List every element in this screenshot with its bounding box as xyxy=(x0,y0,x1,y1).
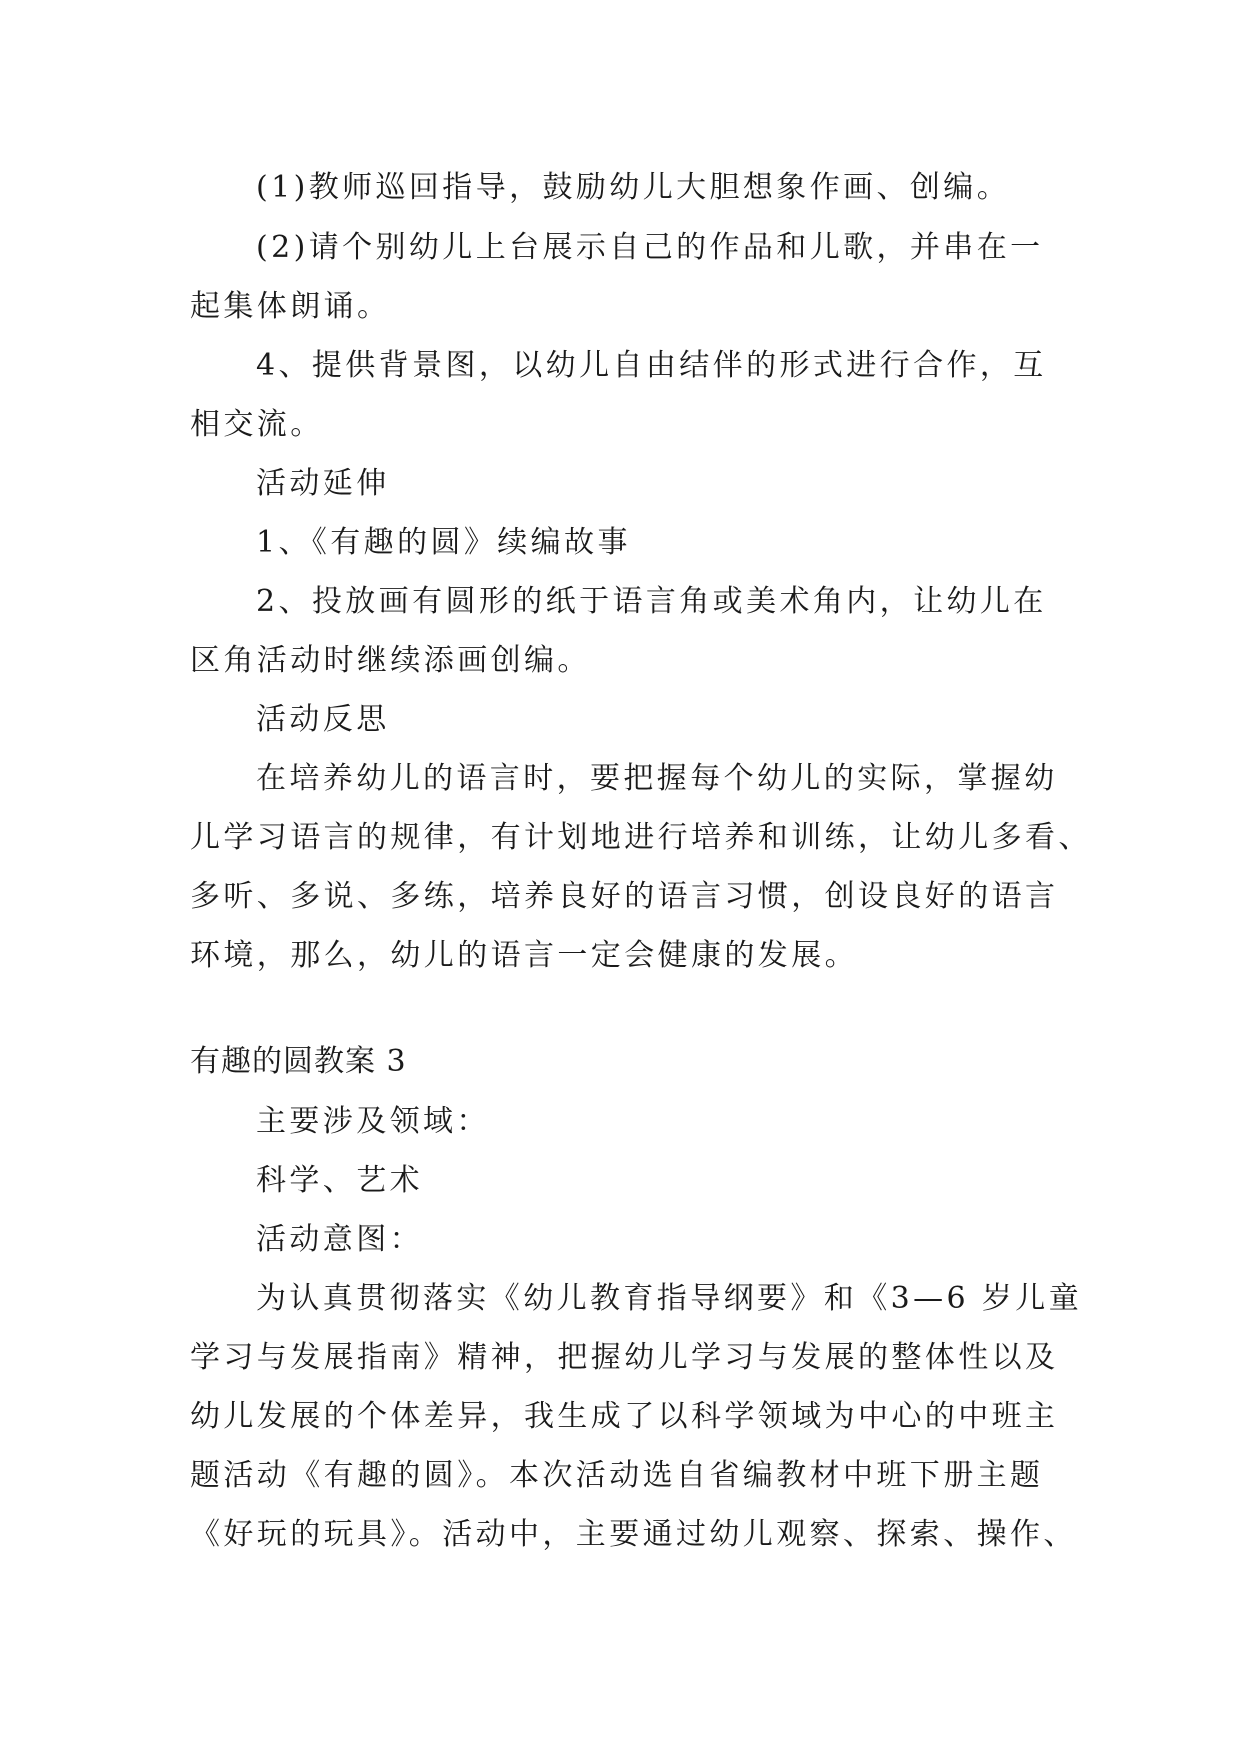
paragraph-line: 《好玩的玩具》。活动中，主要通过幼儿观察、探索、操作、 xyxy=(190,1517,1077,1552)
subheading: 活动意图： xyxy=(256,1222,423,1257)
paragraph-line: 为认真贯彻落实《幼儿教育指导纲要》和《3—6 岁儿童 xyxy=(256,1281,1083,1316)
subheading: 活动延伸 xyxy=(256,466,390,501)
paragraph-line: 学习与发展指南》精神，把握幼儿学习与发展的整体性以及 xyxy=(190,1340,1059,1375)
paragraph-line: 科学、艺术 xyxy=(256,1163,423,1198)
paragraph-line: 4、提供背景图，以幼儿自由结伴的形式进行合作，互 xyxy=(256,348,1047,383)
paragraph-line: 1、《有趣的圆》续编故事 xyxy=(256,525,631,560)
paragraph-line: 起集体朗诵。 xyxy=(190,289,391,324)
subheading: 活动反思 xyxy=(256,702,390,737)
paragraph-line: 题活动《有趣的圆》。本次活动选自省编教材中班下册主题 xyxy=(190,1458,1044,1493)
paragraph-line: 2、投放画有圆形的纸于语言角或美术角内，让幼儿在 xyxy=(256,584,1047,619)
paragraph-line: (2)请个别幼儿上台展示自己的作品和儿歌，并串在一 xyxy=(256,230,1044,265)
paragraph-line: 区角活动时继续添画创编。 xyxy=(190,643,591,678)
paragraph-line: 多听、多说、多练，培养良好的语言习惯，创设良好的语言 xyxy=(190,879,1059,914)
paragraph-line: 儿学习语言的规律，有计划地进行培养和训练，让幼儿多看、 xyxy=(190,820,1092,855)
paragraph-line: 在培养幼儿的语言时，要把握每个幼儿的实际，掌握幼 xyxy=(256,761,1058,796)
paragraph-line: (1)教师巡回指导，鼓励幼儿大胆想象作画、创编。 xyxy=(256,170,1011,205)
section-title: 有趣的圆教案 3 xyxy=(190,1044,407,1079)
paragraph-line: 相交流。 xyxy=(190,407,324,442)
paragraph-line: 幼儿发展的个体差异，我生成了以科学领域为中心的中班主 xyxy=(190,1399,1059,1434)
subheading: 主要涉及领域： xyxy=(256,1104,490,1139)
paragraph-line: 环境，那么，幼儿的语言一定会健康的发展。 xyxy=(190,938,858,973)
